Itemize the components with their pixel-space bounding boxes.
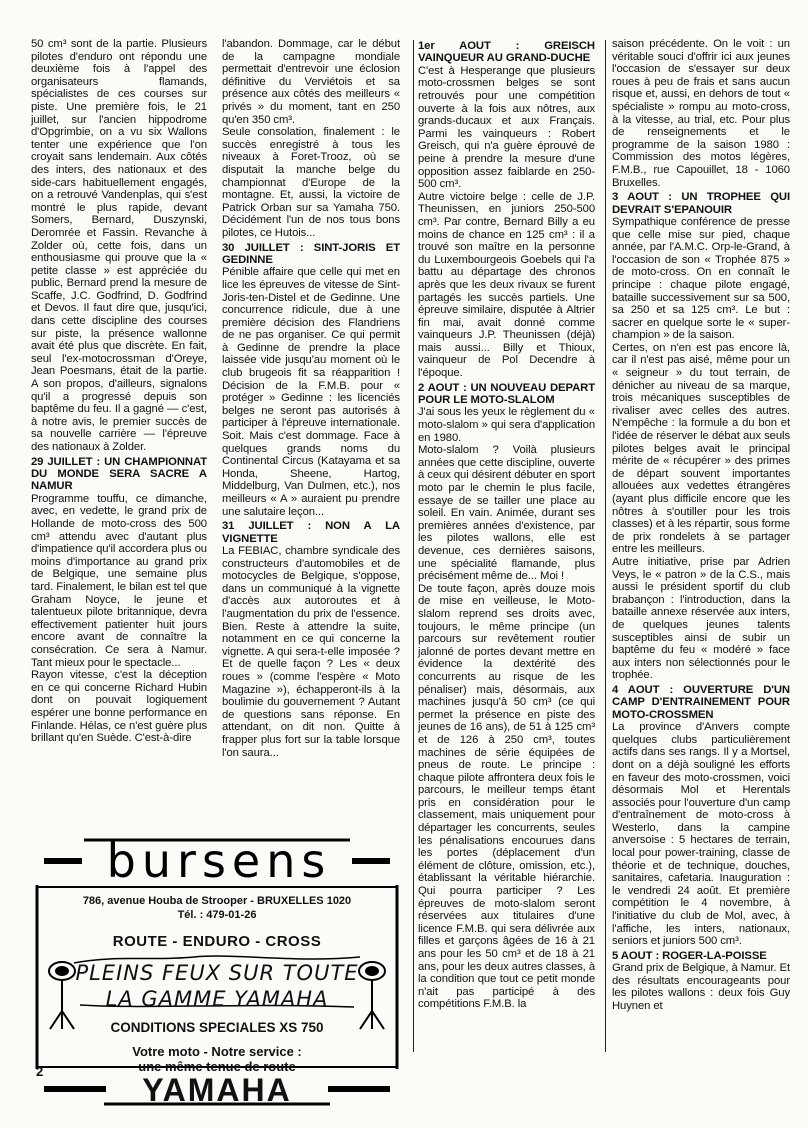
paragraph: La FEBIAC, chambre syndicale des constructeurs d'automobiles et de motocycles de Belgique, s'oppose, dans un communiqué à la vignette d'accès aux autoroutes et à l'augmentation du prix de l'essence. Bien. Reste à attendre la suite, notamment en ce qui concerne la vignette. A qui sera-t-elle imposée ? Et de quelle façon ? Les « deux roues » (comme l'espère « Moto Magazine »), échapperont-ils à la boulimie du gouvernement ? Autant de questions sans réponse. En attendant, on dit non. Quitte à frapper plus fort sur la table lorsque l'on saura... [222, 545, 400, 759]
paragraph: Autre initiative, prise par Adrien Veys, le « patron » de la C.S., mais aussi le président sportif du club brabançon : l'introduction, dans la bataille annexe réservée aux inters, de quelques jeunes talents susceptibles ainsi de subir un baptême du feu « modéré » face aux inters non sélectionnés pour le trophée. [612, 555, 790, 682]
column-rule [605, 40, 606, 1052]
paragraph: Grand prix de Belgique, à Namur. Et des résultats encourageants pour les pilotes wallons : deux fois Guy Huynen et [612, 962, 790, 1012]
paragraph: Programme touffu, ce dimanche, avec, en vedette, le grand prix de Hollande de moto-cross des 500 cm³ attendu avec d'autant plus d'impatience qu'il accordera plus ou moins d'importance au grand prix de Belgique, une semaine plus tard. Finalement, le bilan est tel que Graham Noyce, le jeune et talentueux pilote britannique, devra effectivement patienter huit jours encore avant de connaître la consécration. Ce sera à Namur. Tant mieux pour le spectacle... [31, 492, 207, 669]
paragraph: 50 cm³ sont de la partie. Plusieurs pilotes d'enduro ont répondu une deuxième fois à l'appel des organisateurs flamands, spécialistes de ces courses sur piste. Une première fois, le 21 juillet, sur l'ancien hippodrome d'Opgrimbie, on a vu six Wallons tenter une expérience que l'on croyait sans lendemain. Aux côtés des inters, des nationaux et des side-cars habituellement engagés, on a retrouvé Vandenplas, qui s'est montré le plus rapide, devant Somers, Bernard, Duszynski, Deromrée et Fassin. Revanche à Zolder où, cette fois, dans un enthousiasme qui prouve que la « petite classe » est appréciée du public, Bernard prend la mesure de Scaffe, J.C. Godfrind, D. Godfrind et Devos. Il faut dire que, jusqu'ici, dans cette discipline des courses sur piste, la présence wallonne avait été plus que discrète. En fait, seul l'ex-motocrossman d'Oreye, Jean Poesmans, était de la partie. A son propos, d'ailleurs, signalons qu'il a progressé depuis son baptême du feu. Il a gagné — c'est, à notre avis, le premier succès de sa nouvelle carrière — l'épreuve des nationaux à Zolder. [31, 38, 207, 453]
paragraph: Seule consolation, finalement : le succès enregistré à tous les niveaux à Foret-Trooz, où se disputait la manche belge du championnat d'Europe de la montagne. Et, aussi, la victoire de Patrick Orban sur sa Yamaha 750. Décidément l'un de nos tous bons pilotes, ce Hutois... [222, 126, 400, 239]
bursens-advertisement [34, 834, 400, 1108]
section-heading: 4 AOUT : OUVERTURE D'UN CAMP D'ENTRAINEMENT POUR MOTO-CROSSMEN [612, 683, 790, 721]
paragraph: J'ai sous les yeux le règlement du « moto-slalom » qui sera d'application en 1980. [418, 406, 595, 444]
paragraph: Sympathique conférence de presse que celle mise sur pied, chaque année, par l'A.M.C. Orp-le-Grand, à l'occasion de son « Trophée 875 » de moto-cross. On en connaît le principe : chaque pilote engagé, bataille successivement sur sa 500, sa 250 et sa 125 cm³. Le but : sacrer en quelque sorte le « super-champion » de la saison. [612, 215, 790, 342]
ad-phone: Tél. : 479-01-26 [177, 909, 257, 921]
paragraph: Certes, on n'en est pas encore là, car il n'est pas aisé, même pour un « seigneur » du tout terrain, de dénicher au niveau de sa marque, trois mécaniques susceptibles de rivaliser avec celles des autres. N'empêche : la formule a du bon et l'idée de réserver le débat aux seuls pilotes belges avait le principal mérite de « récupérer » des primes de départ souvent importantes allouées aux vedettes étrangères (ayant plus difficile encore que les nôtres à s'outiller pour les trois classes) et à les répartir, sous forme de prix rondelets à se partager entre les meilleurs. [612, 341, 790, 556]
section-heading: 31 JUILLET : NON A LA VIGNETTE [222, 520, 400, 545]
ad-yamaha-logo: YAMAHA [142, 1072, 292, 1108]
paragraph: De toute façon, après douze mois de mise en veilleuse, le Moto-slalom reprend ses droits avec, toujours, le même principe (un parcours sur revêtement routier jalonné de portes devant mettre en évidence la dextérité des concurrents au risque de les pénaliser) mais, désormais, aux machines jusqu'à 50 cm³ (ce qui permet la présence en piste des jeunes de 16 ans), de 51 à 125 cm³ et de 126 à 250 cm³, toutes machines de série équipées de pneus de route. Le principe : chaque pilote affrontera deux fois le parcours, le meilleur temps étant pris en considération pour le classement, mais uniquement pour départager les concurrents, seules les pénalisations encourues dans les portes (déplacement d'un élément de clôture, omission, etc.), établissant la véritable hiérarchie. Qui pourra participer ? Les épreuves de moto-slalom seront réservées aux titulaires d'une licence F.M.B. qui sera délivrée aux filles et garçons âgées de 16 à 21 ans pour les 50 cm³ et de 18 à 21 ans, pour les deux autres classes, à la condition que tout ce petit monde n'ait pas participé à des compétitions F.M.B. la [418, 582, 595, 1011]
page-number: 2 [36, 1064, 44, 1079]
ad-service-line-1: Votre moto - Notre service : [132, 1044, 302, 1059]
ad-slogan-line-2: LA GAMME YAMAHA [105, 987, 329, 1011]
ad-service-line-2: une même tenue de route [138, 1059, 296, 1074]
paragraph: saison précédente. On le voit : un véritable souci d'offrir ici aux jeunes l'occasion de s'essayer sur deux roues à peu de frais et sans aucun risque et, aussi, en dehors de tout « spécialiste » rompu au moto-cross, à la vitesse, au trial, etc. Pour plus de renseignements et le programme de la saison 1980 : Commission des motos légères, F.M.B., rue Capouillet, 18 - 1060 Bruxelles. [612, 38, 790, 189]
paragraph: l'abandon. Dommage, car le début de la campagne mondiale permettait d'entrevoir une éclosion définitive du Verviétois et sa présence aux côtés des meilleurs « privés » du moment, tant en 250 qu'en 350 cm³. [222, 38, 400, 126]
paragraph: Autre victoire belge : celle de J.P. Theunissen, en juniors 250-500 cm³. Par contre, Bernard Billy a eu moins de chance en 125 cm³ : il a trouvé son maître en la personne du Luxembourgeois Goebels qui l'a battu au départage des chronos après que les deux rivaux se furent partagés les succès partiels. Une épreuve similaire, disputée à Altrier fin mai, avait donné comme vainqueurs J.P. Theunissen (déjà) mais aussi... Billy et Thioux, vainqueur de Pol Decendre à l'époque. [418, 190, 595, 380]
column-rule [413, 40, 414, 1052]
ad-slogan-line-1: PLEINS FEUX SUR TOUTE [75, 961, 359, 985]
ad-brand-logo: bursens [106, 834, 332, 888]
section-heading: 5 AOUT : ROGER-LA-POISSE [612, 949, 767, 962]
section-heading: 29 JUILLET : UN CHAMPIONNAT DU MONDE SERA SACRE A NAMUR [31, 455, 207, 493]
section-heading: 30 JUILLET : SINT-JORIS ET GEDINNE [222, 241, 400, 266]
section-heading: 2 AOUT : UN NOUVEAU DEPART POUR LE MOTO-SLALOM [418, 381, 595, 407]
ad-conditions: CONDITIONS SPECIALES XS 750 [110, 1020, 324, 1035]
paragraph: Moto-slalom ? Voilà plusieurs années que cette discipline, ouverte à ceux qui désirent débuter en sport moto par le chemin le plus facile, essaye de se tailler une place au soleil. En vain. Animée, durant ses premières années d'existence, par les pilotes wallons, elle est devenue, ces dernières saisons, une spécialité flamande, plus précisément même de... Moi ! [418, 444, 595, 583]
article-column-4 [612, 38, 790, 1013]
article-column-3 [418, 38, 595, 1011]
section-heading: 3 AOUT : UN TROPHEE QUI DEVRAIT S'EPANOUIR [612, 191, 790, 216]
ad-categories: ROUTE - ENDURO - CROSS [112, 933, 322, 950]
paragraph: La province d'Anvers compte quelques clubs particulièrement actifs dans ses rangs. Il y a Mortsel, dont on a déjà souligné les efforts en faveur des moto-crossmen, voici désormais Mol et Herentals associés pour l'ouverture d'un camp d'entraînement de moto-cross à Westerlo, dans la campine anversoise : 5 hectares de terrain, local pour power-training, classe de théorie et de technique, douches, sanitaires, cafetaria. Inauguration : le vendredi 24 août. Et première compétition le 4 novembre, à l'initiative du club de Mol, avec, à l'affiche, les inters, nationaux, seniors et juniors 500 cm³. [612, 721, 790, 948]
article-column-1 [31, 38, 207, 745]
section-heading: 1er AOUT : GREISCH VAINQUEUR AU GRAND-DUCHE [418, 40, 595, 65]
paragraph: C'est à Hesperange que plusieurs moto-crossmen belges se sont retrouvés pour une compétition ouverte à la fois aux nôtres, aux grands-ducaux et aux Français. Parmi les vainqueurs : Robert Greisch, qui n'a guère éprouvé de peine à prendre la mesure d'une opposition assez faiblarde en 250-500 cm³. [418, 64, 595, 191]
paragraph: Pénible affaire que celle qui met en lice les épreuves de vitesse de Sint-Joris-ten-Distel et de Gedinne. Une concurrence ridicule, due à une première décision des Flandriens de ne pas organiser. Ce qui permit à Gedinne de prendre la place laissée vide jusqu'au moment où le club brugeois fit sa réapparition ! Décision de la F.M.B. pour « protéger » Gedinne : les licenciés belges ne seront pas autorisés à participer à l'épreuve internationale. Soit. Mais c'est dommage. Face à quelques grands noms du Continental Circus (Katayama et sa Honda, Sheene, Hartog, Middelburg, Van Dulmen, etc.), nos meilleurs « A » auraient pu prendre une salutaire leçon... [222, 266, 400, 518]
paragraph: Rayon vitesse, c'est la déception en ce qui concerne Richard Hubin dont on pouvait logiquement espérer une bonne performance en Finlande. Hélas, ce n'est guère plus brillant qu'en Suède. C'est-à-dire [31, 669, 207, 745]
article-column-2 [222, 38, 400, 759]
ad-address: 786, avenue Houba de Strooper - BRUXELLES 1020 [82, 895, 352, 907]
